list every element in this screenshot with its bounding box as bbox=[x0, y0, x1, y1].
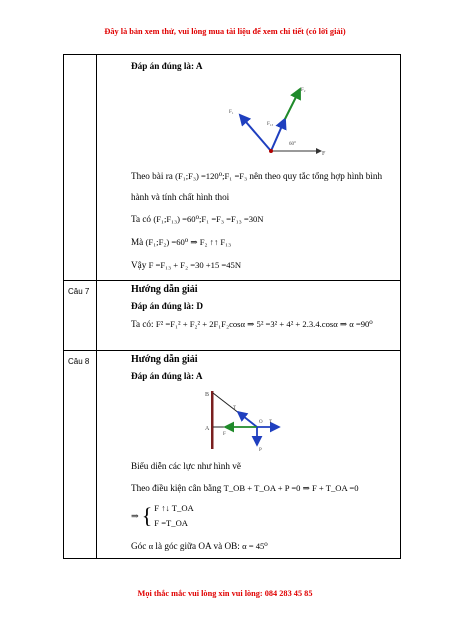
text-line bbox=[131, 214, 264, 225]
math-expression: (F₁;F₁₃) =60⁰;F₁ =F₃ =F₁₃ =30N bbox=[153, 214, 264, 224]
answer-line: Đáp án đúng là: A bbox=[131, 61, 203, 71]
implies-symbol: ⇒ bbox=[131, 510, 139, 521]
row-7-number-cell bbox=[64, 281, 97, 351]
force-diagram-2 bbox=[205, 389, 295, 453]
math-expression: F² =F₁² + F₂² + 2F₁F₂cosα ⇒ 5² =3² + 4² + 2.3.4.cosα ⇒ α =90⁰ bbox=[155, 319, 373, 329]
row-6 bbox=[64, 55, 401, 281]
system-brace: { bbox=[141, 503, 153, 528]
text-fragment: Vậy bbox=[131, 260, 147, 270]
b-label: B bbox=[205, 392, 210, 398]
f1-label: F₁ bbox=[229, 110, 234, 115]
f13-label: F₁₃ bbox=[267, 122, 274, 127]
section-heading: Hướng dẫn giải bbox=[131, 354, 198, 365]
row-6-body bbox=[97, 55, 401, 281]
t-ob-label: T bbox=[233, 406, 237, 411]
equation-system bbox=[131, 501, 194, 531]
row-8-body bbox=[97, 351, 401, 559]
t-ob-vector bbox=[238, 412, 257, 427]
answer-line: Đáp án đúng là: D bbox=[131, 301, 203, 311]
math-expression: (F₁;F₃) =120⁰;F₁ =F₃ bbox=[175, 171, 248, 181]
math-expression: α bbox=[148, 541, 154, 551]
answer-line: Đáp án đúng là: A bbox=[131, 371, 203, 381]
math-expression: α = 45⁰ bbox=[242, 541, 268, 551]
t-oa-label: T bbox=[269, 420, 273, 425]
math-expression: (F₁;F₂) =60⁰ ⇒ F₂ ↑↑ F₁₃ bbox=[145, 237, 232, 247]
wall bbox=[211, 391, 214, 449]
question-number: Câu 7 bbox=[68, 287, 90, 296]
text-line bbox=[131, 260, 241, 270]
text-line bbox=[131, 171, 382, 182]
system-lines bbox=[154, 501, 193, 531]
a-label: A bbox=[205, 426, 210, 432]
f1-vector bbox=[240, 115, 271, 151]
text-line: Biểu diễn các lực như hình vẽ bbox=[131, 461, 241, 471]
section-heading: Hướng dẫn giải bbox=[131, 284, 198, 295]
text-fragment: là góc giữa OA và OB: bbox=[155, 541, 240, 551]
text-fragment: Ta có bbox=[131, 214, 152, 224]
math-expression: F =F₁₃ + F₂ =30 +15 =45N bbox=[148, 260, 242, 270]
text-line bbox=[131, 319, 373, 330]
origin-point bbox=[269, 149, 273, 153]
text-line bbox=[131, 541, 268, 552]
f2-vector bbox=[285, 89, 300, 119]
text-fragment: Theo điều kiện cân bằng bbox=[131, 483, 222, 493]
text-line bbox=[131, 237, 231, 248]
o-label: O bbox=[259, 420, 263, 425]
text-fragment: Ta có: bbox=[131, 319, 154, 329]
text-fragment: Theo bài ra bbox=[131, 171, 173, 181]
math-expression: F ↑↓ T_OA bbox=[154, 503, 194, 513]
question-number: Câu 8 bbox=[68, 357, 90, 366]
header-notice: Đây là bản xem thử, vui lòng mua tài liệu để xem chi tiết (có lời giải) bbox=[104, 27, 346, 36]
row-8 bbox=[64, 351, 401, 559]
row-7 bbox=[64, 281, 401, 351]
row-8-number-cell bbox=[64, 351, 97, 559]
f3-label: F bbox=[322, 151, 326, 157]
math-expression: F =T_OA bbox=[154, 518, 188, 528]
footer-notice: Mọi thắc mắc vui lòng xin vui lòng: 084 283 45 85 bbox=[137, 589, 313, 598]
text-line: hành và tính chất hình thoi bbox=[131, 192, 230, 202]
text-line bbox=[131, 483, 359, 494]
text-fragment: Góc bbox=[131, 541, 147, 551]
row-7-body bbox=[97, 281, 401, 351]
math-expression: T_OB + T_OA + P =0 ⇒ F + T_OA =0 bbox=[223, 483, 359, 493]
angle-label: 60° bbox=[289, 142, 296, 147]
text-fragment: nên theo quy tắc tổng hợp hình bình bbox=[249, 171, 383, 181]
text-fragment: Mà bbox=[131, 237, 144, 247]
solution-table bbox=[63, 54, 401, 559]
f-label: F bbox=[223, 432, 226, 437]
row-6-number-cell bbox=[64, 55, 97, 281]
force-diagram-1 bbox=[227, 77, 327, 159]
f2-label: F₂ bbox=[301, 88, 306, 93]
p-label: P bbox=[259, 448, 262, 453]
